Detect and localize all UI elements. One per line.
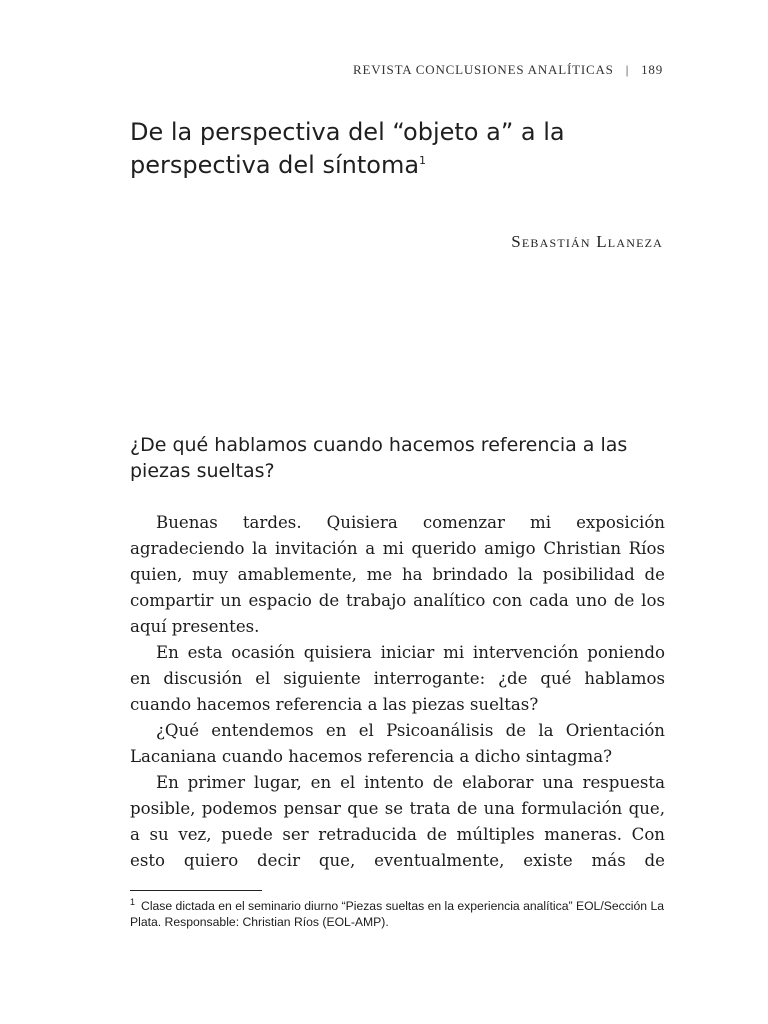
page-number: 189 xyxy=(641,62,663,77)
title-footnote-marker: 1 xyxy=(419,154,427,167)
paragraph-4: En primer lugar, en el intento de elaborar una respuesta posible, podemos pensar que se trata de una formulación que, a su vez, puede ser retraducida de múltiples maneras. Con esto quiero decir que, eventualmente, existe más de xyxy=(130,773,665,870)
body-text xyxy=(130,510,665,874)
journal-name: REVISTA CONCLUSIONES ANALÍTICAS xyxy=(353,62,614,77)
header-separator: | xyxy=(625,62,630,77)
footnote xyxy=(130,898,670,930)
running-head xyxy=(353,62,663,78)
author-name: Sebastián Llaneza xyxy=(511,232,663,251)
section-heading: ¿De qué hablamos cuando hacemos referencia a las piezas sueltas? xyxy=(130,434,628,482)
article-title-text: De la perspectiva del “objeto a” a la perspectiva del síntoma xyxy=(130,118,565,179)
footnote-marker: 1 xyxy=(130,896,136,907)
article-title xyxy=(130,116,670,182)
footnote-text: Clase dictada en el seminario diurno “Piezas sueltas en la experiencia analítica” EOL/Sección La Plata. Responsable: Christian Ríos (EOL-AMP). xyxy=(130,899,665,929)
footnote-divider xyxy=(130,890,262,891)
paragraph-1: Buenas tardes. Quisiera comenzar mi exposición agradeciendo la invitación a mi querido amigo Christian Ríos quien, muy amablemente, me ha brindado la posibilidad de compartir un espacio de trabajo analítico con cada uno de los aquí presentes. xyxy=(130,513,665,636)
paragraph-2: En esta ocasión quisiera iniciar mi intervención poniendo en discusión el siguiente interrogante: ¿de qué hablamos cuando hacemos referencia a las piezas sueltas? xyxy=(130,643,665,714)
paragraph-3: ¿Qué entendemos en el Psicoanálisis de la Orientación Lacaniana cuando hacemos referencia a dicho sintagma? xyxy=(130,721,665,766)
